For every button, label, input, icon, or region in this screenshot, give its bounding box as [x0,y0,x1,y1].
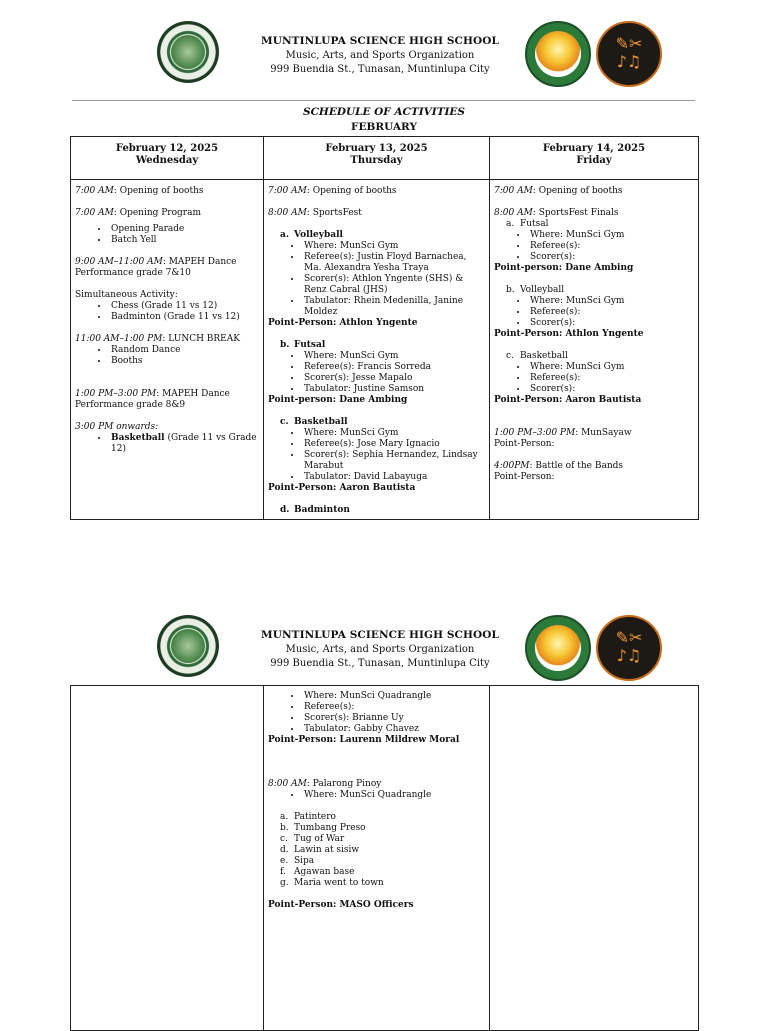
thu-cell-p2: • Where: MunSci Quadrangle • Referee(s): • Scorer(s): Brianne Uy • Tabulator: Gabby Chavez Point-Person: Laurenn Mildrew Moral 8:00 AM: Palarong Pinoy • Where: MunSci Quadrangle a. Patintero b. Tumbang Preso c. Tug of War d. Lawin at sisiw e. Sipa f. Agawan base g. Maria went to town Point-Person: MASO Officers [264,686,490,1031]
game-item: a. Patintero [280,812,336,822]
title-line1: SCHEDULE OF ACTIVITIES [302,106,466,118]
torch-logo [525,615,591,681]
school-seal-logo [157,21,219,83]
game-item: g. Maria went to town [280,878,384,888]
maso-logo: ✎✂ ♪♫ [596,21,662,87]
header-divider [72,100,695,101]
schedule-table-page2 [70,685,699,1031]
school-name: MUNTINLUPA SCIENCE HIGH SCHOOL [261,35,499,47]
org-name: Music, Arts, and Sports Organization [285,50,475,61]
school-seal-logo [157,615,219,677]
title-line2: FEBRUARY [351,121,417,133]
fri-cell-p2 [490,686,699,1031]
schedule-title [0,105,768,135]
col-header-wed: February 12, 2025 Wednesday [71,137,264,180]
wed-cell: 7:00 AM: Opening of booths 7:00 AM: Opening Program • Opening Parade • Batch Yell 9:00 AM–11:00 AM: MAPEH Dance Performance grade 7&10 Simultaneous Activity: • Chess (Grade 11 vs 12) • Badminton (Grade 11 vs 12) 11:00 AM–1:00 PM: LUNCH BREAK • Random Dance • Booths 1:00 PM–3:00 PM: MAPEH Dance Performance grade 8&9 3:00 PM onwards: • Basketball (Grade 11 vs Grade 12) [71,180,264,520]
thu-cell: 7:00 AM: Opening of booths 8:00 AM: SportsFest a. Volleyball • Where: MunSci Gym • Referee(s): Justin Floyd Barnachea, Ma. Alexandra Yesha Traya • Scorer(s): Athlon Yngente (SHS) & Renz Cabral (JHS) • Tabulator: Rhein Medenilla, Janine Moldez Point-Person: Athlon Yngente b. Futsal • Where: MunSci Gym • Referee(s): Francis Sorreda • Scorer(s): Jesse Mapalo • Tabulator: Justine Samson Point-person: Dane Ambing c. Basketball • Where: MunSci Gym • Referee(s): Jose Mary Ignacio • Scorer(s): Sephia Hernandez, Lindsay Marabut • Tabulator: David Labayuga Point-Person: Aaron Bautista d. Badminton [264,180,490,520]
game-item: e. Sipa [280,856,315,866]
org-heading [250,35,510,75]
school-name: MUNTINLUPA SCIENCE HIGH SCHOOL [261,629,499,641]
org-address: 999 Buendia St., Tunasan, Muntinlupa City [270,658,490,669]
org-address: 999 Buendia St., Tunasan, Muntinlupa City [270,64,490,75]
maso-logo: ✎✂ ♪♫ [596,615,662,681]
game-item: d. Lawin at sisiw [280,845,360,855]
torch-logo [525,21,591,87]
game-item: c. Tug of War [280,834,345,844]
org-name: Music, Arts, and Sports Organization [285,644,475,655]
game-item: f. Agawan base [280,867,355,877]
wed-cell-p2 [71,686,264,1031]
game-item: b. Tumbang Preso [280,823,366,833]
org-heading [250,629,510,669]
fri-cell: 7:00 AM: Opening of booths 8:00 AM: SportsFest Finals a. Futsal • Where: MunSci Gym • Referee(s): • Scorer(s): Point-person: Dane Ambing b. Volleyball • Where: MunSci Gym • Referee(s): • Scorer(s): Point-Person: Athlon Yngente c. Basketball • Where: MunSci Gym • Referee(s): • Scorer(s): Point-Person: Aaron Bautista 1:00 PM–3:00 PM: MunSayaw Point-Person: 4:00PM: Battle of the Bands Point-Person: [490,180,699,520]
col-header-fri: February 14, 2025 Friday [490,137,699,180]
col-header-thu: February 13, 2025 Thursday [264,137,490,180]
schedule-table-page1 [70,136,699,520]
page1-header [0,21,768,111]
